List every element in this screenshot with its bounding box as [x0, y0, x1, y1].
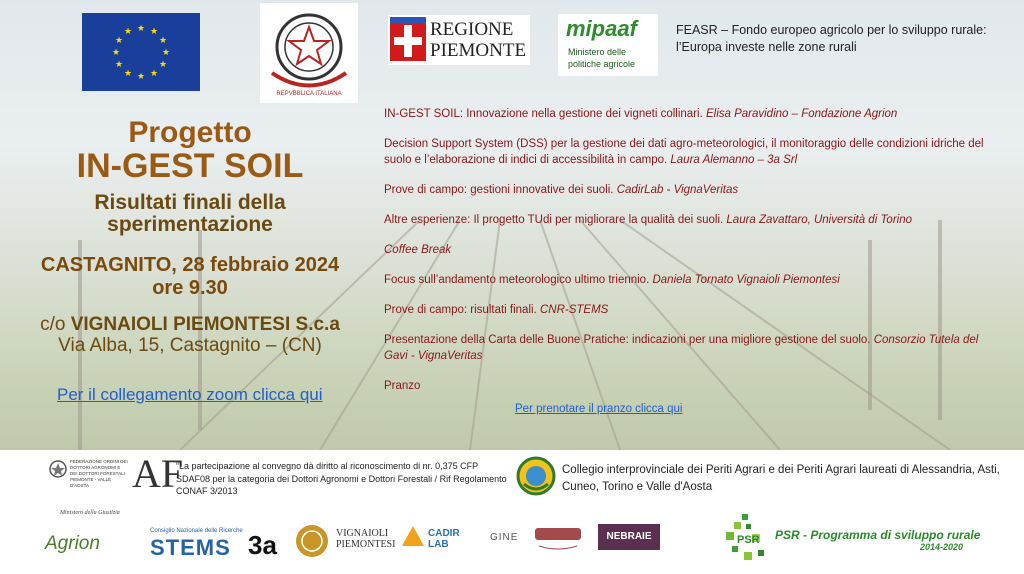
nebraie-logo: NEBRAIE — [598, 524, 660, 550]
psr-title: PSR - Programma di sviluppo rurale — [775, 528, 981, 542]
svg-text:★: ★ — [123, 27, 133, 37]
program-item — [384, 272, 994, 288]
zoom-link[interactable]: Per il collegamento zoom clicca qui — [57, 385, 323, 404]
program-item — [384, 242, 994, 258]
program-item — [384, 136, 994, 168]
svg-text:★: ★ — [149, 69, 159, 79]
subtitle-line2: sperimentazione — [107, 213, 273, 236]
three-a-logo: 3a — [248, 530, 277, 560]
svg-text:★: ★ — [136, 72, 146, 82]
eu-flag-logo — [82, 13, 200, 91]
program-item-speaker: CNR-STEMS — [539, 304, 609, 316]
event-venue — [0, 314, 380, 356]
mipaaf-name: mipaaf — [566, 16, 637, 41]
svg-text:★: ★ — [149, 27, 159, 37]
program-item-text: Decision Support System (DSS) per la gestione dei dati agro-meteorologici, il monitoraggio delle condizioni idriche del suolo e l’elaborazione di indici di accessibilità in campo. — [384, 138, 984, 166]
cantina-logo-icon — [533, 524, 583, 552]
ministero-giustizia: Ministero della Giustizia — [60, 510, 120, 516]
program-list — [384, 106, 994, 408]
collegio-text: Collegio interprovinciale dei Periti Agrari e dei Periti Agrari laureati di Alessandria, Asti, Cuneo, Torino e Valle d'Aosta — [562, 464, 1000, 493]
program-item-speaker: Laura Zavattaro, Università di Torino — [726, 214, 912, 226]
program-item-speaker: Daniela Tornato Vignaioli Piemontesi — [652, 274, 840, 286]
program-item — [384, 212, 994, 228]
emblem-text: REPVBBLICA ITALIANA — [276, 91, 342, 97]
consorzio-seal-icon — [295, 524, 329, 558]
program-item — [384, 182, 994, 198]
svg-text:★: ★ — [123, 69, 133, 79]
psr-badge: PSR — [737, 534, 760, 546]
psr-years: 2014-2020 — [920, 542, 964, 552]
venue-name: VIGNAIOLI PIEMONTESI S.c.a — [70, 314, 340, 335]
ordine-text: FEDERAZIONE ORDINI DEI DOTTORI AGRONOMI E DEI DOTTORI FORESTALI PIEMONTE - VALLE D'AOSTA — [70, 459, 128, 488]
title-line2: IN-GEST SOIL — [76, 147, 304, 185]
svg-text:★: ★ — [111, 48, 121, 58]
program-item-text: IN-GEST SOIL: Innovazione nella gestione dei vigneti collinari. — [384, 108, 706, 120]
program-item-text: Prove di campo: risultati finali. — [384, 304, 540, 316]
mipaaf-line1: Ministero delle — [568, 47, 627, 57]
feasr-line1: FEASR – Fondo europeo agricolo per lo sviluppo rurale: — [676, 23, 987, 37]
stems-caption: Consiglio Nazionale delle Ricerche — [150, 528, 243, 534]
gine-logo: GINE — [490, 532, 519, 543]
regione-piemonte-logo — [388, 15, 530, 65]
date-line1: CASTAGNITO, 28 febbraio 2024 — [40, 254, 340, 276]
program-item — [384, 332, 994, 364]
program-item-speaker: Consorzio Tutela del Gavi - VignaVeritas — [384, 334, 979, 362]
program-item — [384, 378, 994, 394]
pranzo-booking-link[interactable]: Per prenotare il pranzo clicca qui — [515, 403, 683, 415]
svg-text:★: ★ — [158, 36, 168, 46]
cfp-notice: “La partecipazione al convegno dà diritto al riconoscimento di nr. 0,375 CFP SDAF08 per la categoria dei Dottori Agronomi e Dottori Forestali / Rif Regolamento CONAF 3/2013 — [176, 461, 507, 496]
cadir-logo: CADIR LAB — [428, 528, 460, 550]
venue-address: Via Alba, 15, Castagnito – (CN) — [58, 335, 322, 356]
mipaaf-line2: politiche agricole — [568, 59, 636, 69]
program-item — [384, 302, 994, 318]
event-date — [0, 254, 380, 300]
program-item-text: Presentazione della Carta delle Buone Pratiche: indicazioni per una migliore gestione del suolo. — [384, 334, 874, 346]
svg-text:★: ★ — [161, 48, 171, 58]
program-item — [384, 106, 994, 122]
program-item-text: Prove di campo: gestioni innovative dei suoli. — [384, 184, 617, 196]
program-item-text: Focus sull’andamento meteorologico ultimo triennio. — [384, 274, 653, 286]
event-info — [0, 118, 380, 356]
svg-text:★: ★ — [136, 24, 146, 34]
ordine-agronomi-logo — [48, 455, 128, 510]
program-item-speaker: Elisa Paravidino – Fondazione Agrion — [705, 108, 898, 120]
regione-piemonte-text: REGIONE PIEMONTE — [430, 19, 527, 61]
af-logo: AF — [132, 451, 184, 496]
title-line1: Progetto — [128, 116, 252, 149]
svg-text:★: ★ — [114, 36, 124, 46]
program-item-speaker: CadirLab - VignaVeritas — [616, 184, 739, 196]
feasr-caption — [676, 22, 1021, 56]
stems-logo: STEMS — [150, 535, 231, 560]
program-item-speaker: Laura Alemanno – 3a Srl — [670, 154, 798, 166]
svg-text:★: ★ — [158, 60, 168, 70]
subtitle-line1: Risultati finali della — [94, 191, 286, 214]
date-line2: ore 9.30 — [152, 277, 228, 299]
venue-prefix: c/o — [40, 314, 71, 335]
italian-republic-emblem — [260, 3, 358, 103]
agrion-logo: Agrion — [45, 533, 100, 554]
program-item-text: Altre esperienze: Il progetto TUdi per migliorare la qualità dei suoli. — [384, 214, 727, 226]
collegio-periti-logo — [516, 454, 556, 498]
subtitle — [0, 192, 380, 236]
svg-text:★: ★ — [114, 60, 124, 70]
program-item-text: Pranzo — [384, 380, 421, 392]
mipaaf-logo — [558, 14, 658, 76]
program-item-speaker: Coffee Break — [384, 244, 452, 256]
feasr-line2: l’Europa investe nelle zone rurali — [676, 40, 857, 54]
cadir-triangle-icon — [400, 524, 426, 548]
vignaioli-logo: VIGNAIOLI PIEMONTESI — [336, 528, 396, 550]
